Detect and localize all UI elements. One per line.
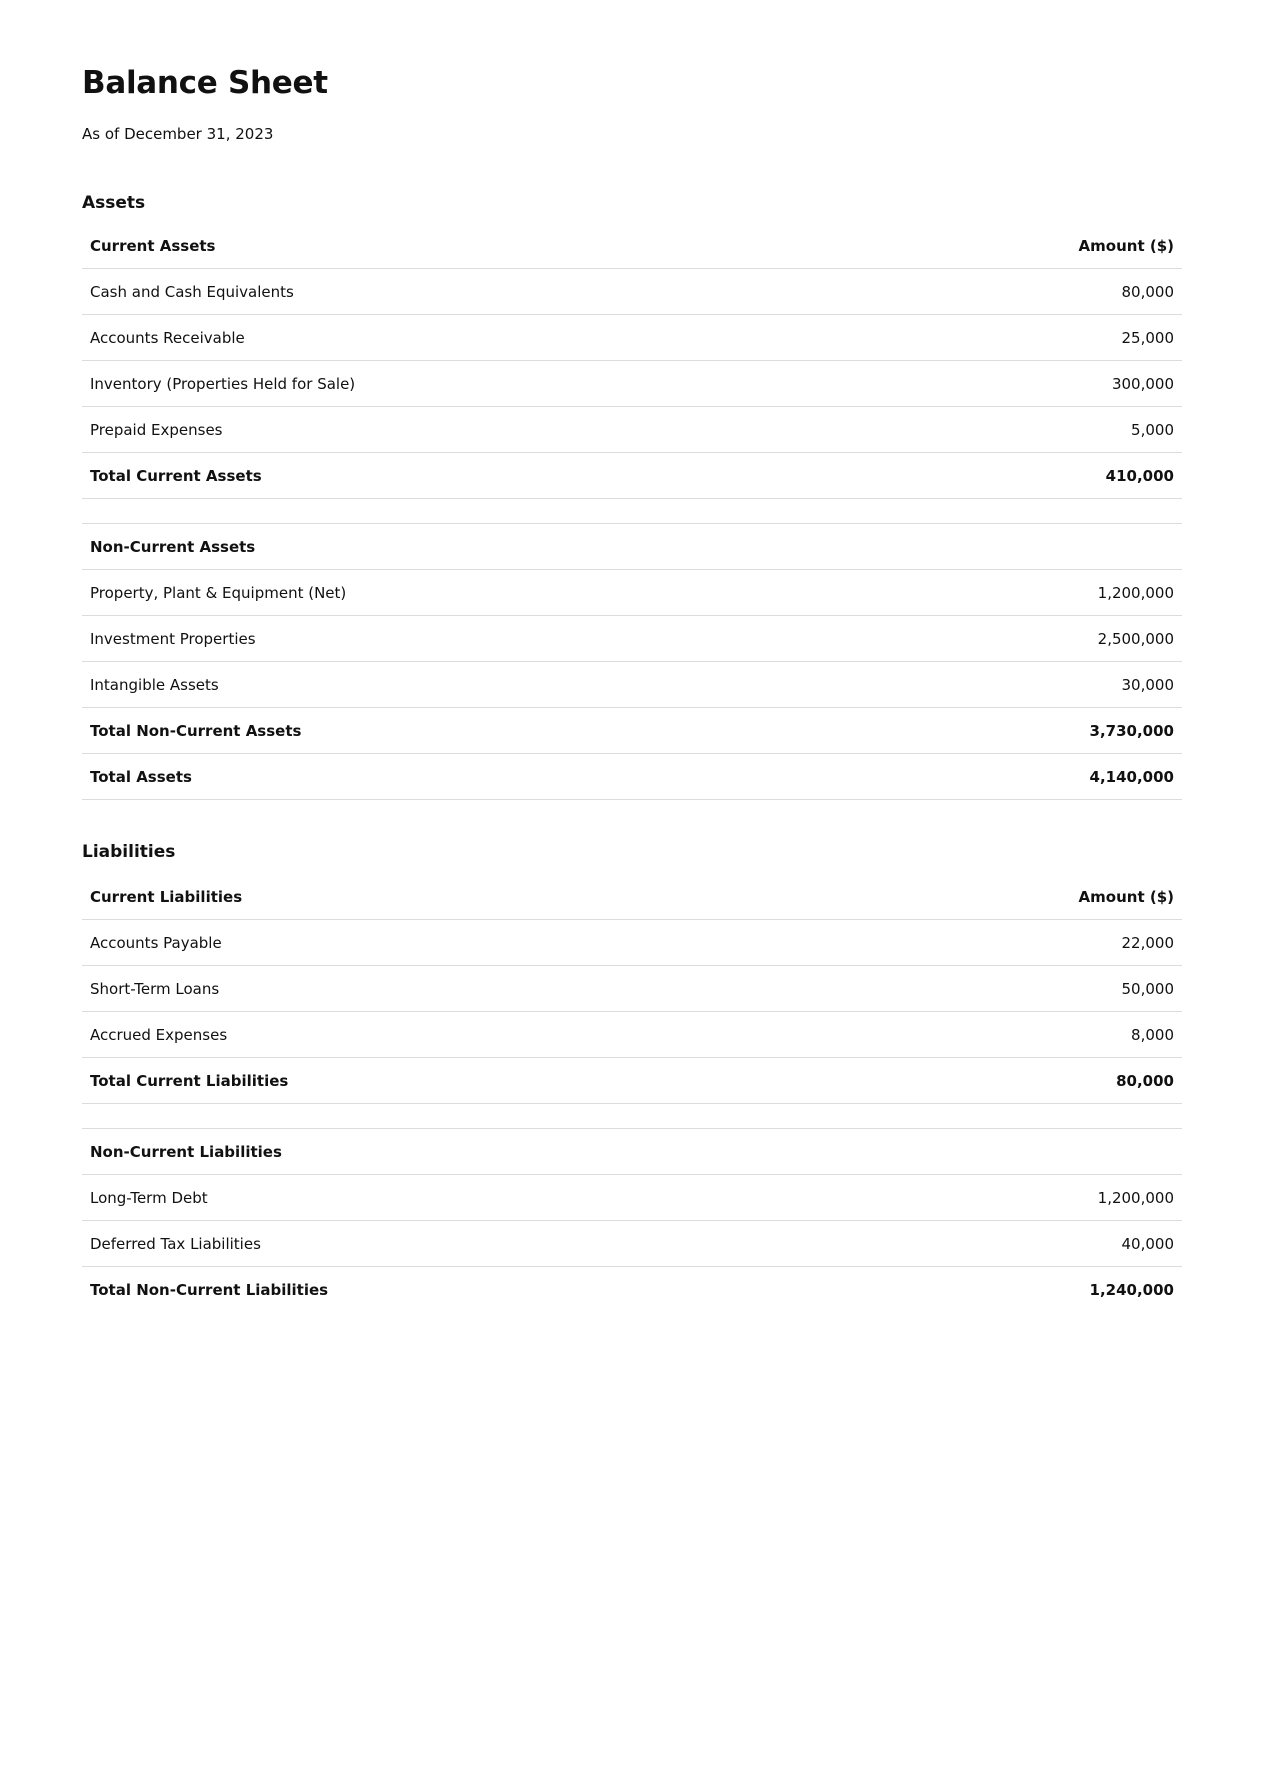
row-label: Accounts Receivable — [82, 315, 870, 361]
row-amount: 80,000 — [870, 269, 1182, 315]
total-label: Total Non-Current Assets — [82, 708, 870, 754]
row-amount: 30,000 — [870, 662, 1182, 708]
assets-table — [82, 223, 1182, 800]
table-row — [82, 407, 1182, 453]
row-label: Intangible Assets — [82, 662, 870, 708]
amount-column-header: Amount ($) — [847, 874, 1182, 920]
table-row — [82, 1012, 1182, 1058]
total-row — [82, 1267, 1182, 1313]
row-amount: 300,000 — [870, 361, 1182, 407]
section-header-row — [82, 1129, 1182, 1175]
table-row — [82, 920, 1182, 966]
grand-total-row — [82, 754, 1182, 800]
table-row — [82, 1175, 1182, 1221]
row-amount: 1,200,000 — [847, 1175, 1182, 1221]
spacer-row — [82, 499, 1182, 524]
table-row — [82, 1221, 1182, 1267]
row-label: Cash and Cash Equivalents — [82, 269, 870, 315]
table-row — [82, 315, 1182, 361]
total-amount: 1,240,000 — [1089, 1280, 1174, 1299]
table-header-row — [82, 874, 1182, 920]
total-label: Total Current Assets — [82, 453, 870, 499]
current-assets-header: Current Assets — [82, 223, 870, 269]
spacer-row — [82, 1104, 1182, 1129]
total-row — [82, 1058, 1182, 1104]
total-row — [82, 453, 1182, 499]
row-amount: 5,000 — [870, 407, 1182, 453]
current-liabilities-header: Current Liabilities — [82, 874, 847, 920]
table-row — [82, 570, 1182, 616]
total-amount: 80,000 — [847, 1058, 1182, 1104]
row-label: Short-Term Loans — [82, 966, 847, 1012]
row-label: Accrued Expenses — [82, 1012, 847, 1058]
row-label: Property, Plant & Equipment (Net) — [82, 570, 870, 616]
row-amount: 40,000 — [847, 1221, 1182, 1267]
noncurrent-liabilities-header: Non-Current Liabilities — [82, 1129, 847, 1175]
noncurrent-assets-header: Non-Current Assets — [82, 524, 870, 570]
row-label: Deferred Tax Liabilities — [82, 1221, 847, 1267]
row-amount: 25,000 — [870, 315, 1182, 361]
total-amount: 3,730,000 — [870, 708, 1182, 754]
report-date: As of December 31, 2023 — [82, 125, 274, 143]
row-amount: 2,500,000 — [870, 616, 1182, 662]
total-row — [82, 708, 1182, 754]
table-row — [82, 361, 1182, 407]
liabilities-heading: Liabilities — [82, 842, 176, 862]
page-title: Balance Sheet — [82, 65, 328, 101]
section-header-row — [82, 524, 1182, 570]
total-label: Total Current Liabilities — [82, 1058, 847, 1104]
row-amount: 1,200,000 — [870, 570, 1182, 616]
amount-column-header: Amount ($) — [870, 223, 1182, 269]
total-amount: 410,000 — [870, 453, 1182, 499]
row-label: Prepaid Expenses — [82, 407, 870, 453]
table-row — [82, 662, 1182, 708]
grand-total-amount: 4,140,000 — [870, 754, 1182, 800]
row-amount: 22,000 — [847, 920, 1182, 966]
total-label: Total Non-Current Liabilities — [90, 1280, 329, 1299]
row-label: Accounts Payable — [82, 920, 847, 966]
liabilities-table — [82, 874, 1182, 1312]
assets-heading: Assets — [82, 193, 146, 213]
table-header-row — [82, 223, 1182, 269]
row-label: Investment Properties — [82, 616, 870, 662]
grand-total-label: Total Assets — [82, 754, 870, 800]
table-row — [82, 616, 1182, 662]
row-label: Inventory (Properties Held for Sale) — [82, 361, 870, 407]
row-amount: 50,000 — [847, 966, 1182, 1012]
table-row — [82, 269, 1182, 315]
table-row — [82, 966, 1182, 1012]
row-amount: 8,000 — [847, 1012, 1182, 1058]
row-label: Long-Term Debt — [82, 1175, 847, 1221]
